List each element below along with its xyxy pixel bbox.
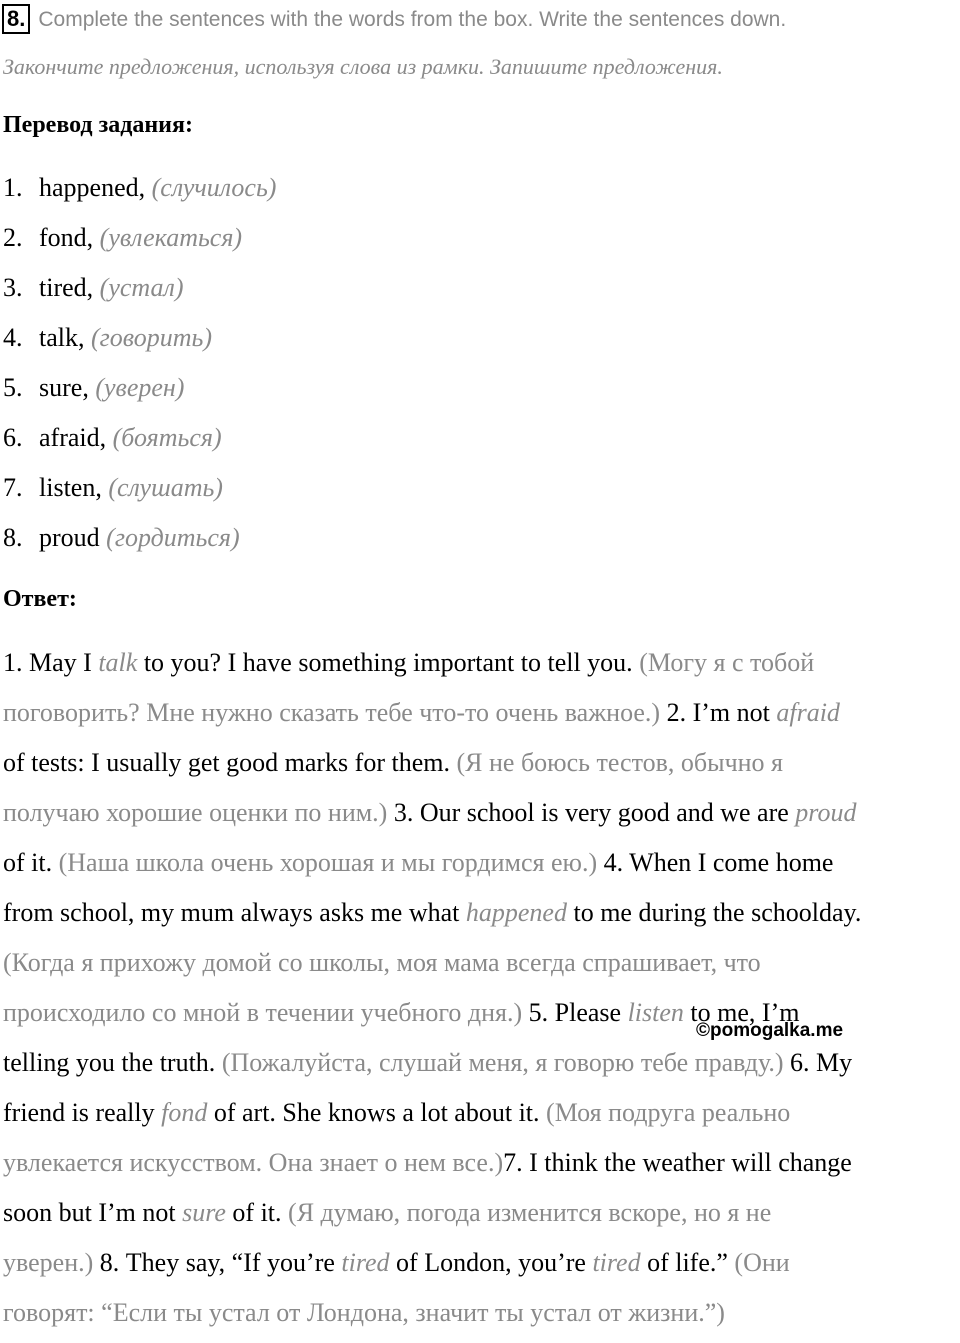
sentence-text: to me during the schoolday. — [566, 898, 862, 927]
answer-line — [3, 893, 960, 943]
word-item — [3, 318, 276, 368]
word-item — [3, 468, 276, 518]
translation-text: говорят: “Если ты устал от Лондона, значит ты устал от жизни.”) — [3, 1298, 725, 1327]
word-item — [3, 518, 276, 568]
word-number: 1. — [3, 173, 23, 202]
sentence-text: of London, you’re — [389, 1248, 593, 1277]
word: afraid, — [39, 423, 107, 452]
word: fond, — [39, 223, 94, 252]
translation-text: (Пожалуйста, слушай меня, я говорю тебе правду.) — [221, 1048, 791, 1077]
translation-text: поговорить? Мне нужно сказать тебе что-то очень важное.) — [3, 698, 667, 727]
sentence-text: 6. My — [790, 1048, 853, 1077]
answer-heading: Ответ: — [3, 586, 77, 612]
word-item — [3, 218, 276, 268]
word: proud — [39, 523, 100, 552]
word-number: 7. — [3, 473, 23, 502]
answer-line — [3, 793, 960, 843]
word-translation: (говорить) — [91, 323, 213, 352]
translation-text: (Я не боюсь тестов, обычно я — [456, 748, 784, 777]
word-item — [3, 268, 276, 318]
word-item — [3, 168, 276, 218]
sentence-text: to you? I have something important to tell you. — [137, 648, 640, 677]
sentence-text: soon but I’m not — [3, 1198, 183, 1227]
word: listen, — [39, 473, 102, 502]
translation-text: увлекается искусством. Она знает о нем все.) — [3, 1148, 504, 1177]
word-number: 5. — [3, 373, 23, 402]
inserted-word: sure — [182, 1198, 226, 1227]
answer-line — [3, 1243, 960, 1293]
sentence-text: 5. Please — [528, 998, 628, 1027]
sentence-text: from school, my mum always asks me what — [3, 898, 466, 927]
task-header — [2, 4, 786, 34]
word-translation: (случилось) — [151, 173, 277, 202]
task-instruction-en: Complete the sentences with the words from the box. Write the sentences down. — [38, 8, 787, 31]
translation-text: (Наша школа очень хорошая и мы гордимся ею.) — [58, 848, 604, 877]
answer-line — [3, 1193, 960, 1243]
word-number: 6. — [3, 423, 23, 452]
translation-text: (Я думаю, погода изменится вскоре, но я не — [288, 1198, 772, 1227]
answer-text — [3, 643, 960, 1343]
sentence-text: of it. — [3, 848, 59, 877]
word-number: 2. — [3, 223, 23, 252]
word-list — [3, 168, 276, 568]
translation-heading: Перевод задания: — [3, 112, 193, 138]
inserted-word: talk — [98, 648, 138, 677]
word-translation: (гордиться) — [106, 523, 240, 552]
sentence-text: 4. When I come home — [603, 848, 834, 877]
translation-text: происходило со мной в течении учебного дня.) — [3, 998, 529, 1027]
inserted-word: tired — [341, 1248, 390, 1277]
word-translation: (слушать) — [108, 473, 223, 502]
sentence-text: 8. They say, “If you’re — [99, 1248, 342, 1277]
word-number: 8. — [3, 523, 23, 552]
word-translation: (бояться) — [112, 423, 222, 452]
sentence-text: of life.” — [640, 1248, 735, 1277]
translation-text: (Могу я с тобой — [639, 648, 815, 677]
word-item — [3, 418, 276, 468]
word-translation: (устал) — [99, 273, 184, 302]
sentence-text: 2. I’m not — [666, 698, 777, 727]
sentence-text: friend is really — [3, 1098, 162, 1127]
sentence-text: telling you the truth. — [3, 1048, 222, 1077]
word-number: 4. — [3, 323, 23, 352]
answer-line — [3, 1093, 960, 1143]
sentence-text: of tests: I usually get good marks for them. — [3, 748, 457, 777]
answer-line — [3, 643, 960, 693]
sentence-text: 3. Our school is very good and we are — [393, 798, 796, 827]
sentence-text: of art. She knows a lot about it. — [207, 1098, 547, 1127]
sentence-text: 1. May I — [3, 648, 99, 677]
word-item — [3, 368, 276, 418]
sentence-text: of it. — [225, 1198, 289, 1227]
word-number: 3. — [3, 273, 23, 302]
word-translation: (уверен) — [95, 373, 185, 402]
sentence-text: to me, I’m — [683, 998, 800, 1027]
task-number: 8. — [2, 4, 30, 34]
task-instruction-ru: Закончите предложения, используя слова из рамки. Запишите предложения. — [3, 54, 723, 79]
translation-text: уверен.) — [3, 1248, 100, 1277]
word-translation: (увлекаться) — [99, 223, 243, 252]
inserted-word: proud — [795, 798, 857, 827]
inserted-word: fond — [161, 1098, 208, 1127]
answer-line — [3, 943, 960, 993]
word: happened, — [39, 173, 146, 202]
answer-line — [3, 1143, 960, 1193]
answer-line — [3, 693, 960, 743]
sentence-text: 7. I think the weather will change — [503, 1148, 852, 1177]
translation-text: получаю хорошие оценки по ним.) — [3, 798, 394, 827]
inserted-word: afraid — [776, 698, 840, 727]
answer-line — [3, 1293, 960, 1343]
translation-text: (Когда я прихожу домой со школы, моя мама всегда спрашивает, что — [3, 948, 761, 977]
answer-line — [3, 1043, 960, 1093]
inserted-word: listen — [627, 998, 684, 1027]
answer-line — [3, 743, 960, 793]
inserted-word: tired — [592, 1248, 641, 1277]
answer-line — [3, 843, 960, 893]
word: talk, — [39, 323, 85, 352]
word: sure, — [39, 373, 89, 402]
watermark: ©pomogalka.me — [696, 1020, 844, 1041]
translation-text: (Они — [734, 1248, 790, 1277]
word: tired, — [39, 273, 94, 302]
inserted-word: happened — [465, 898, 567, 927]
translation-text: (Моя подруга реально — [546, 1098, 791, 1127]
